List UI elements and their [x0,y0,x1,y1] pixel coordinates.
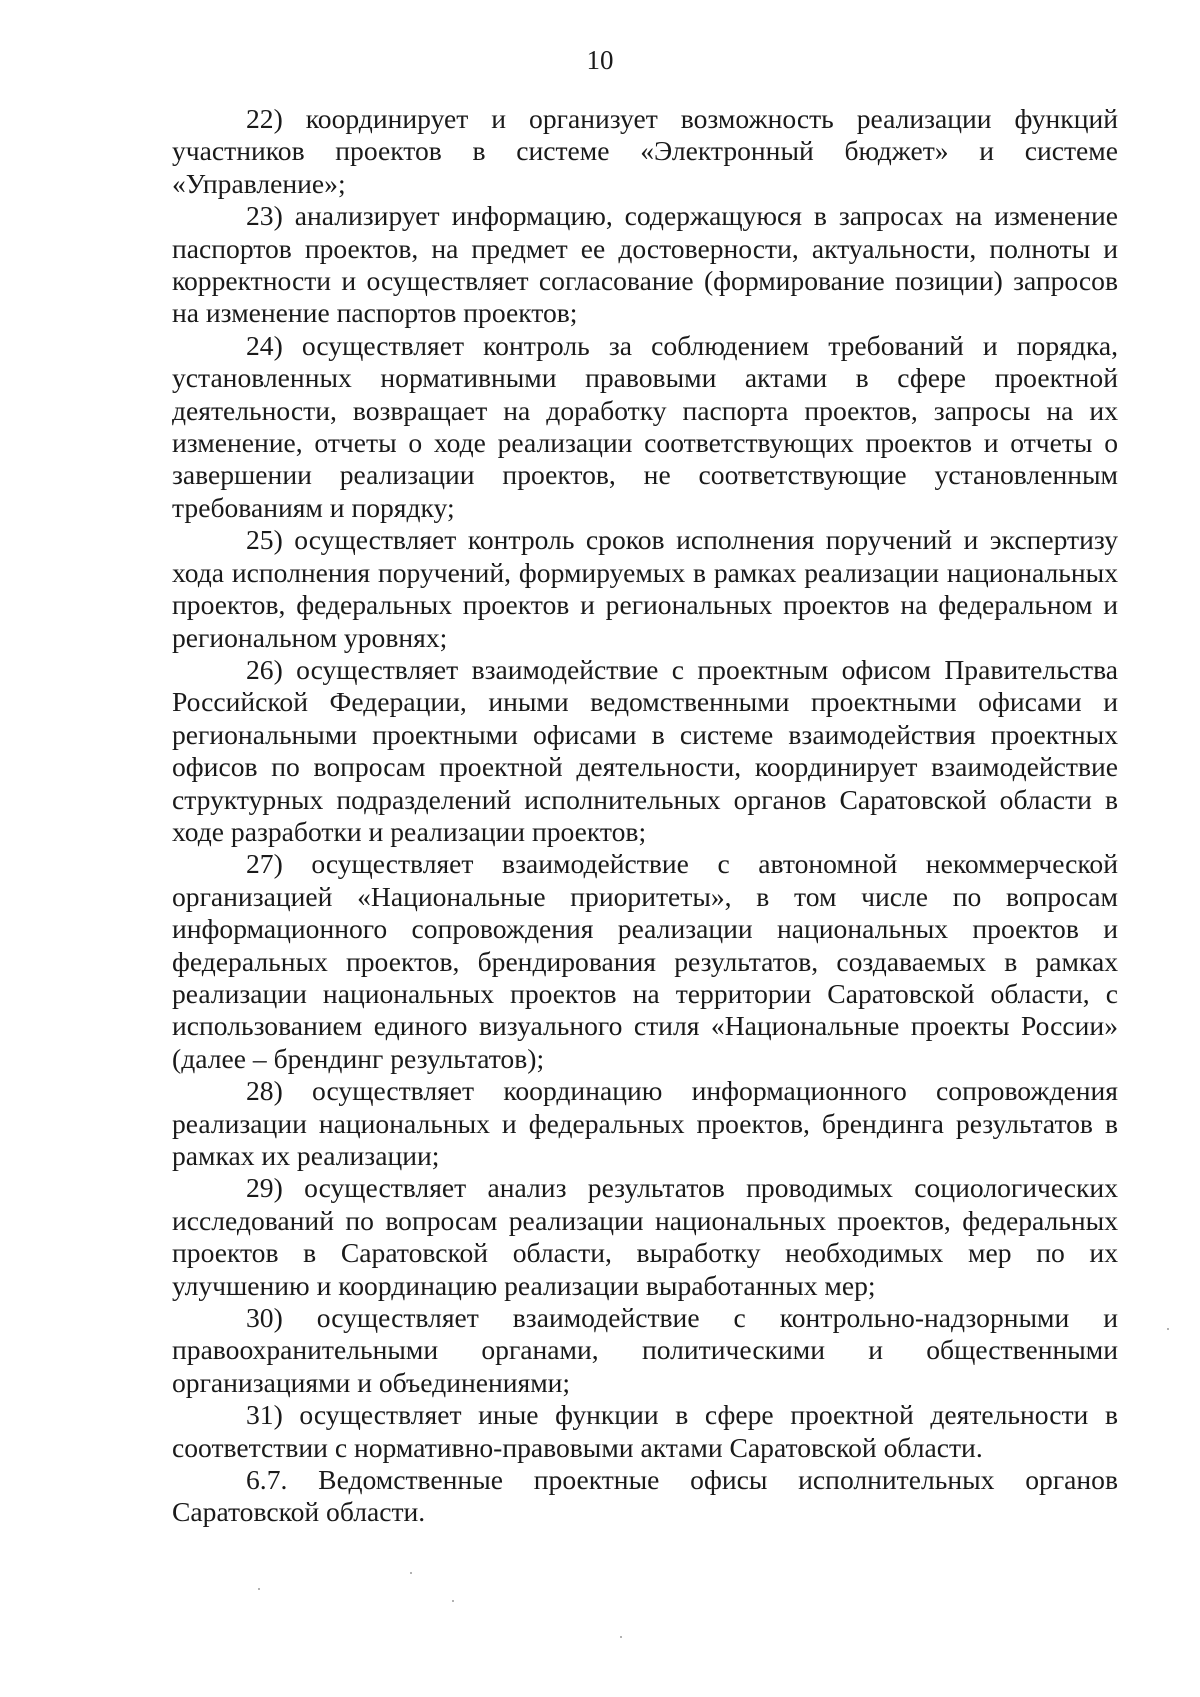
scan-speck [258,1588,260,1590]
paragraph-item-30: 30) осуществляет взаимодействие с контрольно-надзорными и правоохранительными органами, политическими и общественными организациями и объединениями; [172,1302,1118,1398]
paragraph-item-24: 24) осуществляет контроль за соблюдением требований и порядка, установленных нормативными правовыми актами в сфере проектной деятельности, возвращает на доработку паспорта проектов, запросы на их изменение, отчеты о ходе реализации соответствующих проектов и отчеты о завершении реализации проектов, не соответствующие установленным требованиям и порядку; [172,329,1118,523]
paragraph-item-29: 29) осуществляет анализ результатов проводимых социологических исследований по вопросам реализации национальных проектов, федеральных проектов в Саратовской области, выработку необходимых мер по их улучшению и координацию реализации выработанных мер; [172,1172,1118,1301]
paragraph-item-23: 23) анализирует информацию, содержащуюся в запросах на изменение паспортов проектов, на предмет ее достоверности, актуальности, полноты и корректности и осуществляет согласование (формирование позиции) запросов на изменение паспортов проектов; [172,200,1118,329]
scan-speck [1167,1328,1169,1330]
paragraph-item-31: 31) осуществляет иные функции в сфере проектной деятельности в соответствии с нормативно-правовыми актами Саратовской области. [172,1399,1118,1463]
paragraph-item-28: 28) осуществляет координацию информационного сопровождения реализации национальных и федеральных проектов, брендинга результатов в рамках их реализации; [172,1075,1118,1171]
paragraph-item-25: 25) осуществляет контроль сроков исполнения поручений и экспертизу хода исполнения поручений, формируемых в рамках реализации национальных проектов, федеральных проектов и региональных проектов на федеральном и региональном уровнях; [172,524,1118,653]
paragraph-item-26: 26) осуществляет взаимодействие с проектным офисом Правительства Российской Федерации, иными ведомственными проектными офисами и региональными проектными офисами в системе взаимодействия проектных офисов по вопросам проектной деятельности, координирует взаимодействие структурных подразделений исполнительных органов Саратовской области в ходе разработки и реализации проектов; [172,653,1118,847]
paragraph-item-27: 27) осуществляет взаимодействие с автономной некоммерческой организацией «Национальные приоритеты», в том числе по вопросам информационного сопровождения реализации национальных проектов и федеральных проектов, брендирования результатов, создаваемых в рамках реализации национальных проектов на территории Саратовской области, с использованием единого визуального стиля «Национальные проекты России» (далее – брендинг результатов); [172,848,1118,1074]
scan-speck [452,1600,454,1602]
scan-speck [410,1572,412,1574]
section-heading-6-7: 6.7. Ведомственные проектные офисы исполнительных органов Саратовской области. [172,1464,1118,1528]
scan-speck [620,1636,622,1638]
paragraph-item-22: 22) координирует и организует возможность реализации функций участников проектов в системе «Электронный бюджет» и системе «Управление»; [172,103,1118,199]
document-body [172,103,1118,1529]
page-number: 10 [586,45,614,75]
